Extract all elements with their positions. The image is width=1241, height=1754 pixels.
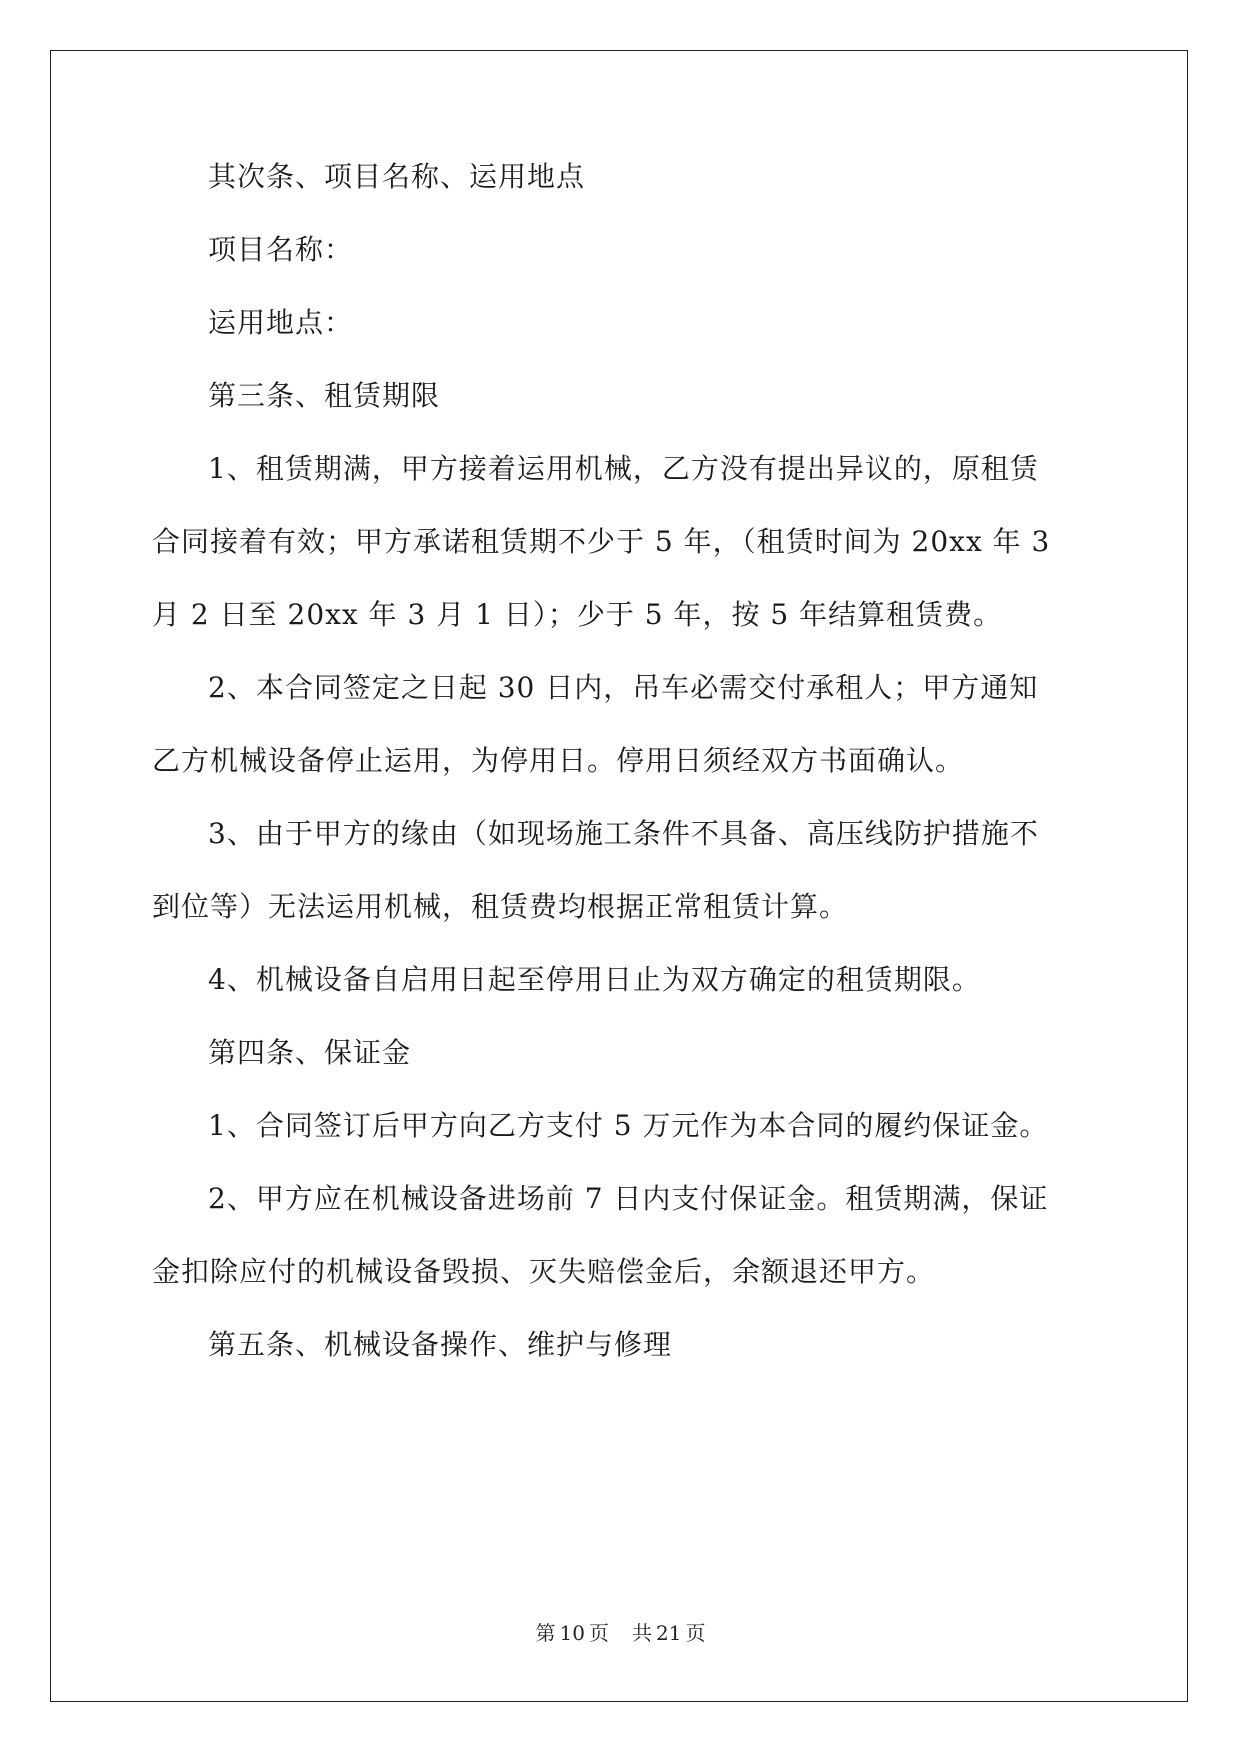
text-line: 1、合同签订后甲方向乙方支付 5 万元作为本合同的履约保证金。 bbox=[208, 1109, 1049, 1142]
text-line: 第五条、机械设备操作、维护与修理 bbox=[208, 1328, 673, 1361]
total-pages: 21 bbox=[656, 1621, 682, 1645]
text-line: 2、本合同签定之日起 30 日内，吊车必需交付承租人；甲方通知 bbox=[208, 671, 1039, 704]
text-line: 第四条、保证金 bbox=[208, 1036, 412, 1069]
page-prefix: 第 bbox=[535, 1621, 556, 1645]
text-line: 运用地点： bbox=[208, 306, 354, 339]
text-line: 3、由于甲方的缘由（如现场施工条件不具备、高压线防护措施不 bbox=[208, 817, 1039, 850]
text-line: 2、甲方应在机械设备进场前 7 日内支付保证金。租赁期满，保证 bbox=[208, 1182, 1049, 1215]
text-line: 其次条、项目名称、运用地点 bbox=[208, 160, 586, 193]
text-line: 4、机械设备自启用日起至停用日止为双方确定的租赁期限。 bbox=[208, 963, 981, 996]
text-line: 项目名称： bbox=[208, 233, 354, 266]
text-line: 到位等）无法运用机械，租赁费均根据正常租赁计算。 bbox=[152, 890, 849, 923]
page-number: 10 bbox=[559, 1621, 585, 1645]
text-line: 合同接着有效；甲方承诺租赁期不少于 5 年，（租赁时间为 20xx 年 3 bbox=[152, 525, 1051, 558]
text-line: 月 2 日至 20xx 年 3 月 1 日）；少于 5 年，按 5 年结算租赁费。 bbox=[152, 598, 1003, 631]
page-footer bbox=[0, 1621, 1241, 1645]
text-line: 第三条、租赁期限 bbox=[208, 379, 441, 412]
page-suffix: 页 bbox=[588, 1621, 609, 1645]
text-line: 乙方机械设备停止运用，为停用日。停用日须经双方书面确认。 bbox=[152, 744, 965, 777]
total-suffix: 页 bbox=[685, 1621, 706, 1645]
total-prefix: 共 bbox=[632, 1621, 653, 1645]
page-border bbox=[50, 50, 1188, 1702]
text-line: 金扣除应付的机械设备毁损、灭失赔偿金后，余额退还甲方。 bbox=[152, 1255, 936, 1288]
text-line: 1、租赁期满，甲方接着运用机械，乙方没有提出异议的，原租赁 bbox=[208, 452, 1039, 485]
